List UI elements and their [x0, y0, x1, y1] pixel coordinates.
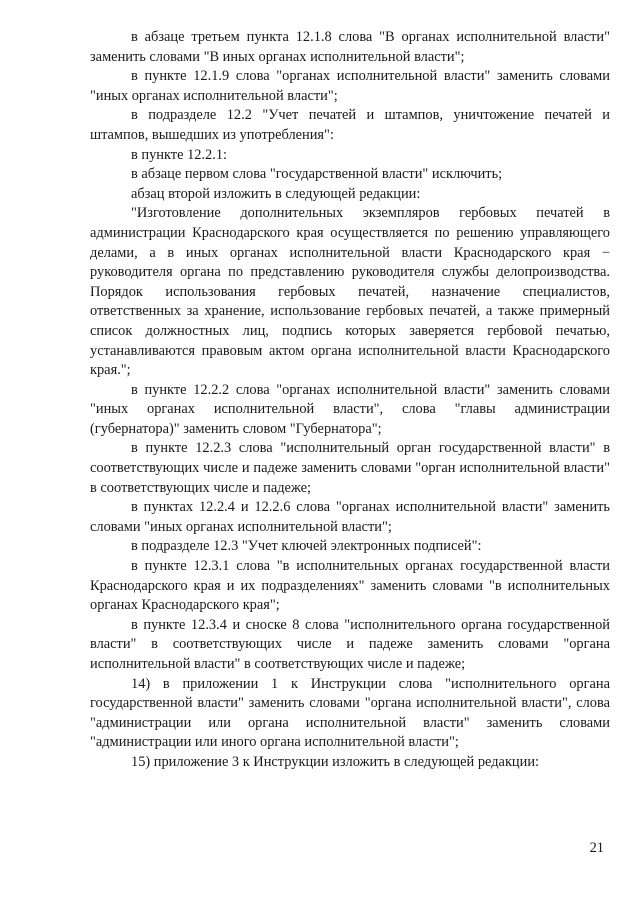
paragraph: в пункте 12.1.9 слова "органах исполнительной власти" заменить словами "иных органах исполнительной власти";: [90, 68, 610, 104]
paragraph: в пункте 12.3.4 и сноске 8 слова "исполнительного органа государственной власти" в соответствующих числе и падеже заменить словами "органа исполнительной власти" в соответствующих числе и падеже;: [90, 616, 610, 672]
paragraph: в пункте 12.2.2 слова "органах исполнительной власти" заменить словами "иных органах исполнительной власти", слова "главы администрации (губернатора)" заменить словом "Губернатора";: [90, 381, 610, 437]
paragraph: абзац второй изложить в следующей редакции:: [131, 185, 421, 202]
paragraph: 15) приложение 3 к Инструкции изложить в следующей редакции:: [131, 753, 540, 770]
paragraph: в подразделе 12.3 "Учет ключей электронных подписей":: [131, 538, 482, 555]
paragraph: в пункте 12.2.3 слова "исполнительный орган государственной власти" в соответствующих числе и падеже заменить словами "орган исполнительной власти" в соответствующих числе и падеже;: [90, 440, 610, 496]
paragraph: в подразделе 12.2 "Учет печатей и штампов, уничтожение печатей и штампов, вышедших из употребления":: [90, 107, 610, 143]
paragraph: в абзаце первом слова "государственной власти" исключить;: [131, 166, 503, 183]
paragraph: в пункте 12.2.1:: [131, 146, 228, 163]
paragraph: "Изготовление дополнительных экземпляров гербовых печатей в администрации Краснодарского края осуществляется по решению управляющего делами, а в иных органах исполнительной власти Краснодарского края − руководителя органа по представлению руководителя службы делопроизводства. Порядок использования гербовых печатей, назначение специалистов, ответственных за хранение, использование гербовых печатей, а также примерный список должностных лиц, подпись которых заверяется гербовой печатью, устанавливаются правовым актом органа исполнительной власти Краснодарского края.";: [90, 205, 610, 379]
paragraph: в пунктах 12.2.4 и 12.2.6 слова "органах исполнительной власти" заменить словами "иных органах исполнительной власти";: [90, 499, 610, 535]
paragraph: в абзаце третьем пункта 12.1.8 слова "В органах исполнительной власти" заменить словами "В иных органах исполнительной власти";: [90, 29, 610, 65]
paragraph: 14) в приложении 1 к Инструкции слова "исполнительного органа государственной власти" заменить словами "органа исполнительной власти", слова "администрации или органа исполнительной власти" заменить словами "администрации или иного органа исполнительной власти";: [90, 675, 610, 751]
paragraph: в пункте 12.3.1 слова "в исполнительных органах государственной власти Краснодарского края и их подразделениях" заменить словами "в исполнительных органах Краснодарского края";: [90, 558, 610, 614]
page-number: 21: [589, 840, 604, 856]
document-body: [90, 28, 610, 773]
